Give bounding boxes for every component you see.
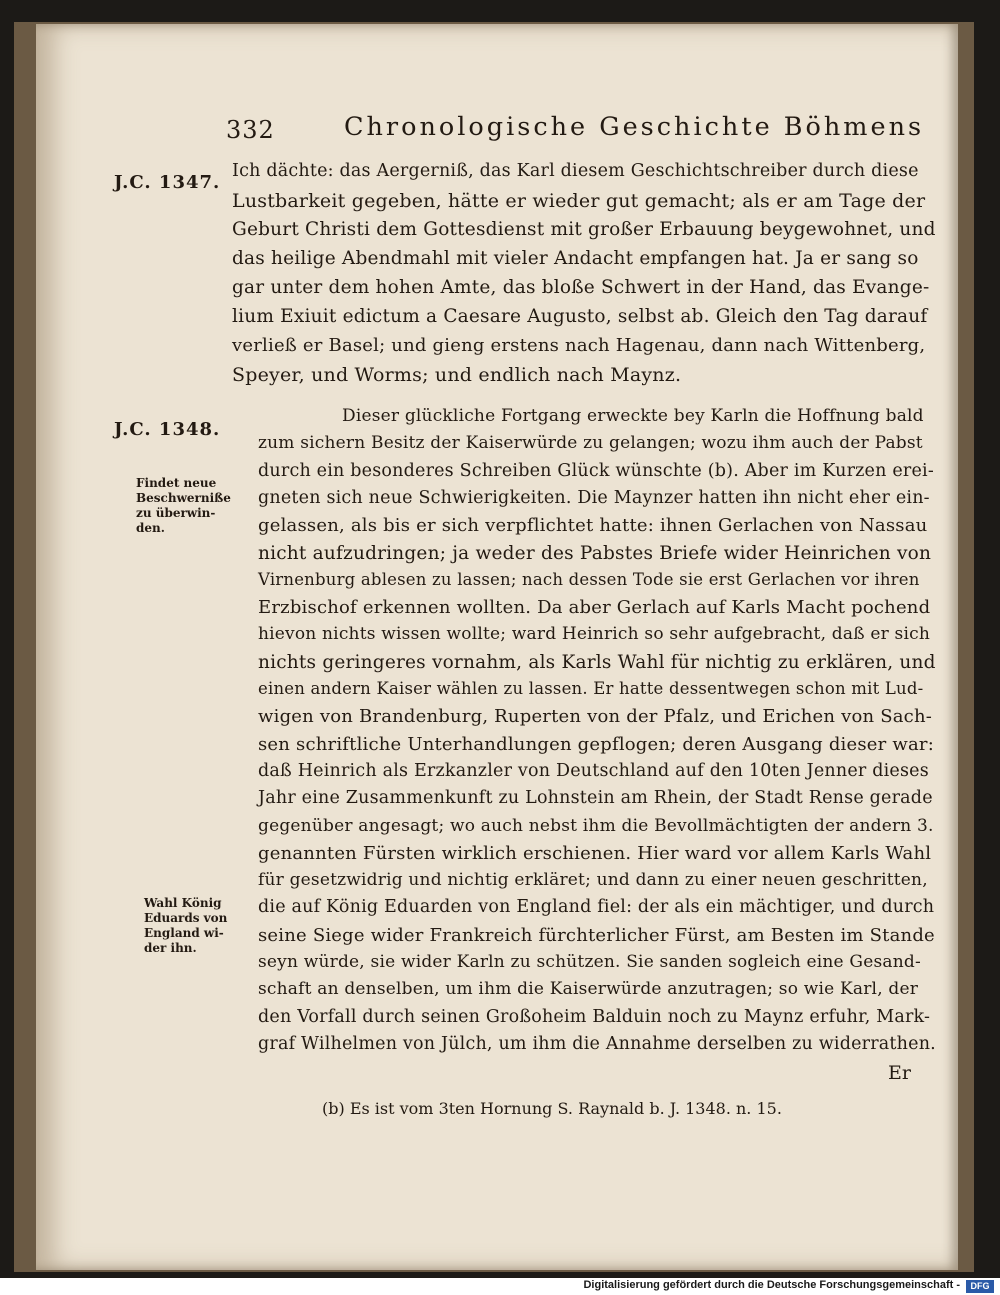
text-line: seine Siege wider Frankreich fürchterlicher Fürst, am Besten im Stande: [258, 924, 935, 946]
text-line: die auf König Eduarden von England fiel: der als ein mächtiger, und durch: [258, 897, 935, 918]
margin-note-beschwerniss: Findet neue Beschwerniße zu überwin-den.: [136, 476, 231, 535]
dfg-logo: DFG: [966, 1280, 994, 1293]
text-line: Speyer, und Worms; und endlich nach Maynz.: [232, 364, 682, 386]
text-line: verließ er Basel; und gieng erstens nach Hagenau, dann nach Wittenberg,: [232, 335, 926, 356]
text-line: das heilige Abendmahl mit vieler Andacht empfangen hat. Ja er sang so: [232, 248, 919, 269]
text-line: Dieser glückliche Fortgang erweckte bey Karln die Hoffnung bald: [342, 406, 924, 426]
text-line: genannten Fürsten wirklich erschienen. Hier ward vor allem Karls Wahl: [258, 842, 932, 864]
text-line: Geburt Christi dem Gottesdienst mit großer Erbauung beygewohnet, und: [232, 219, 936, 240]
text-line: nicht aufzudringen; ja weder des Pabstes Briefe wider Heinrichen von: [258, 542, 932, 564]
text-line: hievon nichts wissen wollte; ward Heinrich so sehr aufgebracht, daß er sich: [258, 624, 930, 645]
text-line: gelassen, als bis er sich verpflichtet hatte: ihnen Gerlachen von Nassau: [258, 515, 928, 537]
footer-credit: Digitalisierung gefördert durch die Deutsche Forschungsgemeinschaft -: [583, 1279, 960, 1291]
text-line: den Vorfall durch seinen Großoheim Balduin noch zu Maynz erfuhr, Mark-: [258, 1006, 931, 1027]
footnote: (b) Es ist vom 3ten Hornung S. Raynald b. J. 1348. n. 15.: [322, 1099, 782, 1118]
text-line: daß Heinrich als Erzkanzler von Deutschland auf den 10ten Jenner dieses: [258, 760, 929, 781]
text-line: Jahr eine Zusammenkunft zu Lohnstein am Rhein, der Stadt Rense gerade: [258, 788, 933, 809]
text-line: Ich dächte: das Aergerniß, das Karl diesem Geschichtschreiber durch diese: [232, 161, 919, 181]
text-line: gegenüber angesagt; wo auch nebst ihm die Bevollmächtigten der andern 3.: [258, 815, 934, 836]
text-line: Lustbarkeit gegeben, hätte er wieder gut gemacht; als er am Tage der: [232, 190, 926, 212]
date-label-1347: J.C. 1347.: [114, 172, 221, 193]
running-title: Chronologische Geschichte Böhmens: [344, 112, 925, 142]
text-line: einen andern Kaiser wählen zu lassen. Er hatte dessentwegen schon mit Lud-: [258, 679, 924, 698]
catchword: Er: [888, 1062, 911, 1084]
text-line: Erzbischof erkennen wollten. Da aber Gerlach auf Karls Macht pochend: [258, 597, 931, 619]
digitization-footer: [0, 1278, 1000, 1295]
text-line: wigen von Brandenburg, Ruperten von der Pfalz, und Erichen von Sach-: [258, 706, 933, 728]
text-line: Virnenburg ablesen zu lassen; nach dessen Tode sie erst Gerlachen vor ihren: [258, 569, 920, 589]
text-line: nichts geringeres vornahm, als Karls Wahl für nichtig zu erklären, und: [258, 651, 936, 673]
page-header: [226, 112, 926, 152]
text-line: seyn würde, sie wider Karln zu schützen. Sie sanden sogleich eine Gesand-: [258, 952, 921, 972]
date-label-1348: J.C. 1348.: [114, 419, 221, 440]
text-line: lium Exiuit edictum a Caesare Augusto, selbst ab. Gleich den Tag darauf: [232, 306, 928, 327]
book-page: [36, 24, 958, 1270]
text-line: schaft an denselben, um ihm die Kaiserwürde anzutragen; so wie Karl, der: [258, 979, 919, 1000]
page-number: 332: [226, 116, 275, 144]
text-line: für gesetzwidrig und nichtig erkläret; und dann zu einer neuen geschritten,: [258, 870, 928, 891]
text-line: gar unter dem hohen Amte, das bloße Schwert in der Hand, das Evange-: [232, 277, 930, 298]
text-line: durch ein besonderes Schreiben Glück wünschte (b). Aber im Kurzen erei-: [258, 460, 934, 481]
text-line: zum sichern Besitz der Kaiserwürde zu gelangen; wozu ihm auch der Pabst: [258, 433, 923, 454]
text-line: gneten sich neue Schwierigkeiten. Die Maynzer hatten ihn nicht eher ein-: [258, 487, 930, 508]
text-line: graf Wilhelmen von Jülch, um ihm die Annahme derselben zu widerrathen.: [258, 1033, 936, 1054]
text-line: sen schriftliche Unterhandlungen gepflogen; deren Ausgang dieser war:: [258, 733, 934, 755]
margin-note-wahl-eduard: Wahl König Eduards von England wi-der ihn.: [144, 896, 228, 955]
